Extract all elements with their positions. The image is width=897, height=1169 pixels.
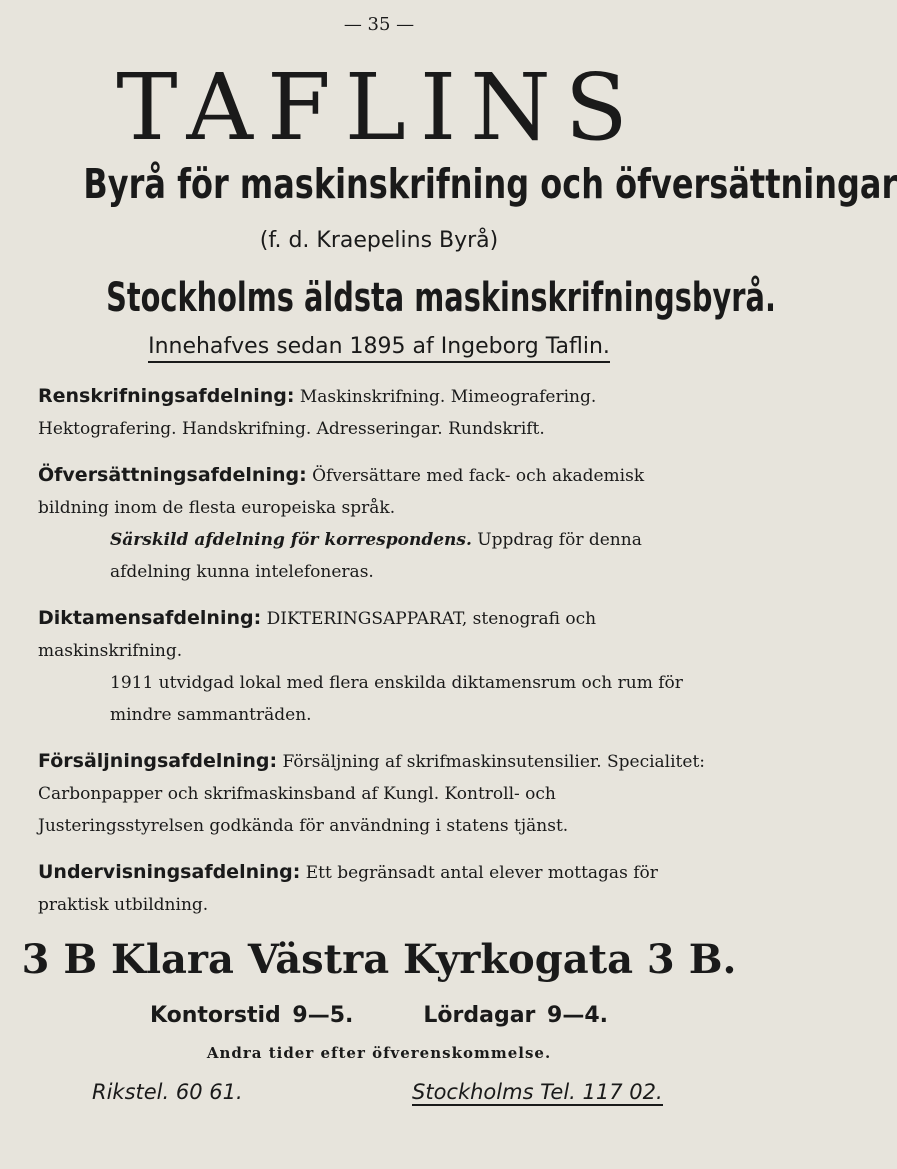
other-times: Andra tider efter öfverenskommelse.	[206, 1044, 552, 1062]
oldest-claim: Stockholms äldsta maskinskrifningsbyrå.	[106, 275, 776, 321]
department-text: Försäljning af skrifmaskinsutensilier. Specialitet: Carbonpapper och skrifmaskinsband af Kungl. Kontroll- och Justeringsstyrelsen godkända för användning i statens tjänst.	[38, 752, 706, 836]
department-text: Maskinskrifning. Mimeografering. Hektografering. Handskrifning. Adresseringar. Rundskrift.	[38, 387, 597, 439]
address: 3 B Klara Västra Kyrkogata 3 B.	[21, 936, 737, 983]
department-heading: Försäljningsafdelning:	[38, 750, 278, 772]
phone-stockholm	[412, 1080, 663, 1104]
departments	[38, 380, 714, 935]
department-heading: Diktamensafdelning:	[38, 607, 262, 629]
owner-text: Innehafves sedan 1895 af Ingeborg Taflin.	[148, 334, 610, 363]
department-heading: Öfversättningsafdelning:	[38, 464, 307, 486]
special-heading: Särskild afdelning för korrespondens.	[110, 530, 472, 550]
department-renskrif	[38, 380, 714, 445]
department-text: Öfversättare med fack- och akademisk bildning inom de flesta europeiska språk.	[38, 466, 645, 518]
company-title: TAFLINS	[116, 54, 642, 161]
owner-line	[0, 334, 758, 359]
office-hours: Kontorstid 9—5.	[149, 1003, 354, 1028]
department-undervis	[38, 856, 714, 921]
company-subtitle: Byrå för maskinskrifning och öfversättningar	[83, 160, 897, 208]
department-text: DIKTERINGSAPPARAT, stenografi och maskinskrifning.	[38, 609, 597, 661]
saturday-hours: Lördagar 9—4.	[423, 1003, 609, 1028]
page-number: — 35 —	[343, 14, 415, 35]
special-note	[38, 524, 714, 588]
department-heading: Renskrifningsafdelning:	[38, 385, 295, 407]
office-hours-line	[0, 1003, 758, 1028]
department-ofvers	[38, 459, 714, 588]
phone-stockholm-text: Stockholms Tel. 117 02.	[412, 1080, 663, 1104]
former-name: (f. d. Kraepelins Byrå)	[259, 228, 499, 253]
expansion-note: 1911 utvidgad lokal med flera enskilda diktamensrum och rum för mindre sammanträden.	[110, 673, 683, 725]
department-forsalj	[38, 745, 714, 842]
department-heading: Undervisningsafdelning:	[38, 861, 301, 883]
special-text: Uppdrag för denna afdelning kunna intelefoneras.	[110, 530, 642, 582]
department-text: Ett begränsadt antal elever mottagas för praktisk utbildning.	[38, 863, 658, 915]
department-diktamen	[38, 602, 714, 731]
phone-rikstel: Rikstel. 60 61.	[92, 1080, 243, 1104]
